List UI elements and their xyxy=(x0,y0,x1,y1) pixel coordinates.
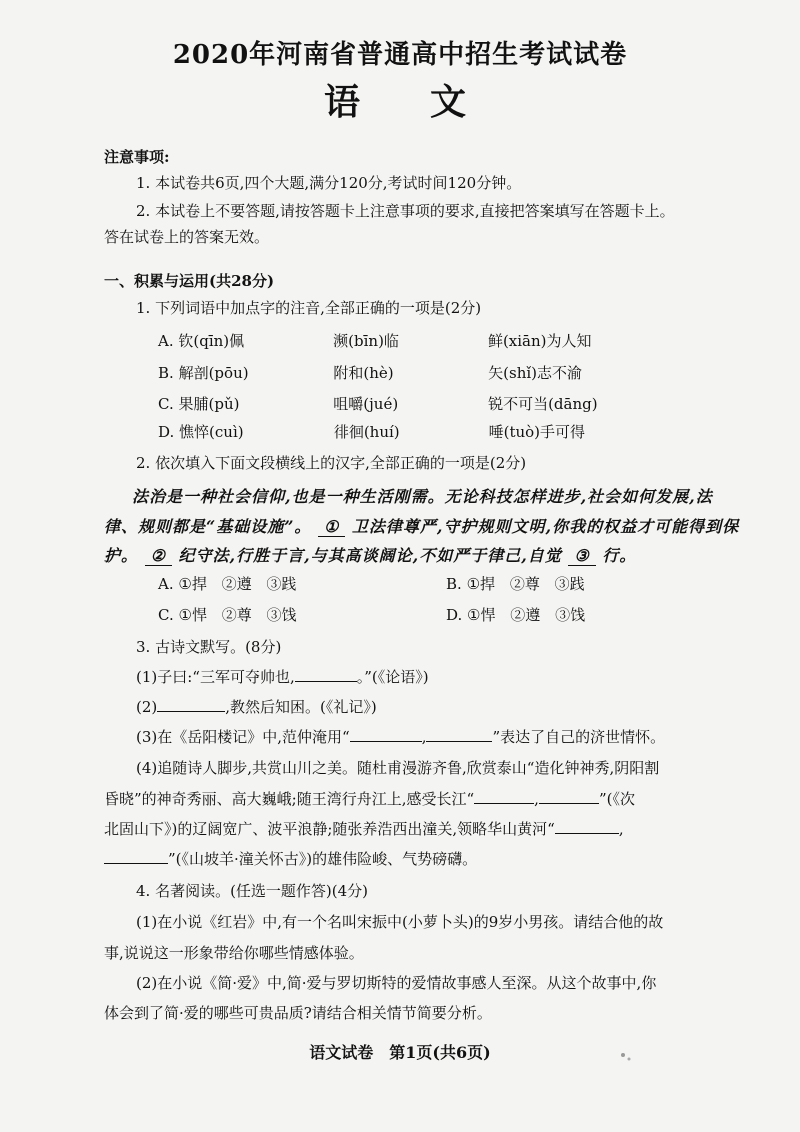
answer-blank xyxy=(539,789,599,804)
page-footer: 语文试卷 第1页(共6页) xyxy=(309,1043,491,1062)
option-value: ②尊 xyxy=(509,575,540,593)
exam-title: 2020年河南省普通高中招生考试试卷 xyxy=(172,40,628,70)
q4-item-1-line-1: (1)在小说《红岩》中,有一个名叫宋振中(小萝卜头)的9岁小男孩。请结合他的故 xyxy=(136,913,664,931)
passage-text: 护。 xyxy=(104,546,139,565)
option-label: A. xyxy=(158,332,174,350)
q2-option-a xyxy=(158,573,296,594)
subject-title: 语文 xyxy=(323,81,536,123)
q2-stem: 2. 依次填入下面文段横线上的汉字,全部正确的一项是(2分) xyxy=(136,454,527,472)
option-value: ③践 xyxy=(554,575,585,593)
q3-item-4-line-3 xyxy=(104,818,624,839)
q3-text: ”表达了自己的济世情怀。 xyxy=(492,728,666,746)
q3-text: ”(《山坡羊·潼关怀古》)的雄伟险峻、气势磅礴。 xyxy=(168,850,478,868)
option-value: ③饯 xyxy=(555,606,586,624)
blank-2: ② xyxy=(145,546,172,566)
q4-item-2-line-1: (2)在小说《简·爱》中,简·爱与罗切斯特的爱情故事感人至深。从这个故事中,你 xyxy=(136,974,657,992)
q4-stem: 4. 名著阅读。(任选一题作答)(4分) xyxy=(136,882,369,900)
notice-heading: 注意事项: xyxy=(104,148,170,166)
option-label: B. xyxy=(158,364,174,382)
q3-stem: 3. 古诗文默写。(8分) xyxy=(136,638,282,656)
option-word: 唾(tuò)手可得 xyxy=(488,423,586,441)
answer-blank xyxy=(426,727,492,742)
q3-text: ,教然后知困。(《礼记》) xyxy=(225,698,377,716)
q1-option-b xyxy=(158,362,582,383)
q4-item-1-line-2: 事,说说这一形象带给你哪些情感体验。 xyxy=(104,944,364,962)
q2-option-b xyxy=(446,573,585,594)
q3-text: 北固山下》)的辽阔宽广、波平浪静;随张养浩西出潼关,领略华山黄河“ xyxy=(104,820,555,838)
q3-item-4-line-1: (4)追随诗人脚步,共赏山川之美。随杜甫漫游齐鲁,欣赏泰山“造化钟神秀,阴阳割 xyxy=(136,759,660,777)
q3-text: ”(《次 xyxy=(598,790,635,808)
option-label: D. xyxy=(158,423,175,441)
q1-option-d xyxy=(158,421,585,442)
q1-stem: 1. 下列词语中加点字的注音,全部正确的一项是(2分) xyxy=(136,299,482,317)
option-value: ②遵 xyxy=(510,606,541,624)
q3-item-2 xyxy=(136,696,377,717)
option-value: ②遵 xyxy=(221,575,252,593)
option-word: 钦(qīn)佩 xyxy=(178,332,245,350)
blank-1: ① xyxy=(318,517,345,537)
option-word: 憔悴(cuì) xyxy=(179,423,244,441)
q3-text: , xyxy=(534,790,539,808)
q3-text: , xyxy=(618,820,624,838)
q4-item-2-line-2: 体会到了简·爱的哪些可贵品质?请结合相关情节简要分析。 xyxy=(104,1004,492,1022)
q3-text: 。”(《论语》) xyxy=(356,668,429,686)
section-heading: 一、积累与运用(共28分) xyxy=(104,272,275,290)
option-value: ①悍 xyxy=(467,606,496,624)
blank-3: ③ xyxy=(568,546,595,566)
q3-item-3 xyxy=(136,726,665,747)
q3-text: 昏晓”的神奇秀丽、高大巍峨;随王湾行舟江上,感受长江“ xyxy=(104,790,475,808)
option-label: D. xyxy=(446,606,463,624)
option-label: B. xyxy=(446,575,462,593)
notice-item-2: 2. 本试卷上不要答题,请按答题卡上注意事项的要求,直接把答案填写在答题卡上。 xyxy=(136,202,675,220)
option-value: ②尊 xyxy=(221,606,252,624)
option-word: 濒(bīn)临 xyxy=(333,332,399,350)
q2-passage-line-3 xyxy=(104,543,636,566)
q3-text: (3)在《岳阳楼记》中,范仲淹用“ xyxy=(136,728,350,746)
q3-item-1 xyxy=(136,666,429,687)
q1-option-a xyxy=(158,330,592,351)
q3-text: (2) xyxy=(136,698,158,716)
option-label: A. xyxy=(158,575,174,593)
passage-text: 卫法律尊严,守护规则文明,你我的权益才可能得到保 xyxy=(351,517,740,536)
option-value: ①捍 xyxy=(178,575,207,593)
answer-blank xyxy=(350,727,422,742)
q3-text: , xyxy=(421,728,427,746)
q2-option-c xyxy=(158,604,297,625)
option-word: 鲜(xiān)为人知 xyxy=(487,332,592,350)
answer-blank xyxy=(104,849,168,864)
option-word: 徘徊(huí) xyxy=(333,423,400,441)
option-value: ③饯 xyxy=(266,606,297,624)
passage-text: 行。 xyxy=(602,546,637,565)
option-label: C. xyxy=(158,606,174,624)
option-word: 锐不可当(dāng) xyxy=(488,395,598,413)
option-word: 果脯(pǔ) xyxy=(178,395,240,413)
option-word: 附和(hè) xyxy=(333,364,394,382)
q2-passage-line-2 xyxy=(104,514,739,537)
notice-item-2-cont: 答在试卷上的答案无效。 xyxy=(104,228,270,246)
q1-option-c xyxy=(158,393,598,414)
q3-item-4-line-4 xyxy=(104,848,477,869)
q2-option-d xyxy=(446,604,585,625)
option-word: 咀嚼(jué) xyxy=(333,395,399,413)
q2-passage-line-1: 法治是一种社会信仰,也是一种生活刚需。无论科技怎样进步,社会如何发展,法 xyxy=(132,487,713,506)
passage-text: 律、规则都是“基础设施”。 xyxy=(104,517,312,536)
option-value: ①悍 xyxy=(178,606,207,624)
option-word: 矢(shǐ)志不渝 xyxy=(488,364,583,382)
option-word: 解剖(pōu) xyxy=(178,364,249,382)
q3-text: (1)子曰:“三军可夺帅也, xyxy=(136,668,295,686)
answer-blank xyxy=(474,789,534,804)
option-label: C. xyxy=(158,395,174,413)
answer-blank xyxy=(157,697,225,712)
answer-blank xyxy=(555,819,619,834)
option-value: ③践 xyxy=(266,575,297,593)
notice-item-1: 1. 本试卷共6页,四个大题,满分120分,考试时间120分钟。 xyxy=(136,174,522,192)
scan-smudge-icon xyxy=(615,1045,637,1067)
answer-blank xyxy=(295,667,357,682)
passage-text: 纪守法,行胜于言,与其高谈阔论,不如严于律己,自觉 xyxy=(178,546,562,565)
option-value: ①捍 xyxy=(466,575,496,593)
q3-item-4-line-2 xyxy=(104,788,635,809)
